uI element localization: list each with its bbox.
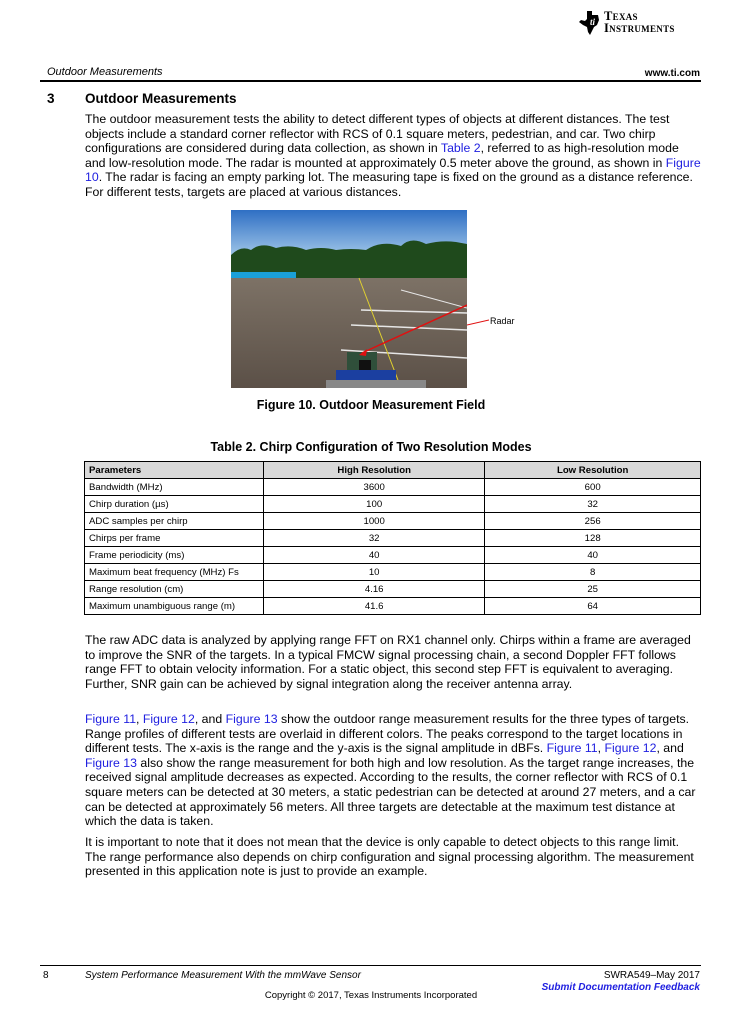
figure11-link[interactable]: Figure 11 [546, 741, 598, 756]
paragraph-note: It is important to note that it does not mean that the device is only capable to detect objects to this range limit. The range performance also depends on chirp configuration and signal processing algorithm. The measurement presented in this application note is just to provide an example. [85, 835, 694, 879]
table-cell: 10 [264, 564, 485, 581]
figure12-link[interactable]: Figure 12 [604, 741, 657, 756]
table-cell: 1000 [264, 513, 485, 530]
logo-line1: Texas [604, 9, 638, 23]
table-row [85, 547, 701, 564]
paragraph-text: The outdoor measurement tests the ability to detect different types of objects at different distances. The test objects include a standard corner reflector with RCS of 0.1 square meters, pedestrian, and car. Two chirp configurations are considered during data collection, as shown in [85, 112, 670, 156]
paragraph-text: . The radar is facing an empty parking lot. The measuring tape is fixed on the ground as a distance reference. For different tests, targets are placed at various distances. [85, 170, 693, 199]
figure10-link[interactable]: Figure 10 [85, 155, 701, 185]
paragraph-intro [85, 112, 702, 200]
paragraph-results [85, 712, 702, 829]
svg-text:ti: ti [590, 17, 596, 27]
table-cell: 256 [485, 513, 701, 530]
table-row [85, 479, 701, 496]
table-cell: 32 [485, 496, 701, 513]
table-cell: Chirp duration (µs) [85, 496, 264, 513]
table-cell: 100 [264, 496, 485, 513]
paragraph-processing: The raw ADC data is analyzed by applying range FFT on RX1 channel only. Chirps within a frame are averaged to improve the SNR of the targets. In a typical FMCW signal processing chain, a second Doppler FFT follows range FFT to obtain velocity information. For a static object, this second step FFT is equivalent to averaging. Further, SNR gain can be achieved by signal integration along the receiver antenna array. [85, 633, 691, 691]
footer-doc-id: SWRA549–May 2017 [603, 970, 700, 981]
figure13-link[interactable]: Figure 13 [225, 712, 278, 726]
running-header-title: Outdoor Measurements [47, 66, 163, 78]
chirp-config-table [84, 461, 701, 615]
outdoor-field-photo [231, 210, 467, 388]
table-cell: Frame periodicity (ms) [85, 547, 264, 564]
table-cell: Chirps per frame [85, 530, 264, 547]
table-cell: 3600 [264, 479, 485, 496]
table-cell: 40 [264, 547, 485, 564]
paragraph-text: , [136, 712, 143, 726]
column-header: High Resolution [264, 462, 485, 479]
table-row [85, 530, 701, 547]
table-row [85, 564, 701, 581]
table-cell: Maximum beat frequency (MHz) Fs [85, 564, 264, 581]
section-number: 3 [47, 91, 55, 106]
website-link[interactable]: www.ti.com [644, 68, 700, 79]
ti-logo-icon [578, 10, 602, 36]
copyright: Copyright © 2017, Texas Instruments Incorporated [264, 990, 478, 1001]
footer-rule [40, 965, 701, 966]
table-cell: Bandwidth (MHz) [85, 479, 264, 496]
table-cell: 32 [264, 530, 485, 547]
logo-line2: Instruments [604, 21, 675, 35]
paragraph-text: , [597, 741, 605, 756]
table-cell: Range resolution (cm) [85, 581, 264, 598]
figure11-link[interactable]: Figure 11 [85, 712, 137, 726]
header-rule [40, 80, 701, 82]
table-row [85, 496, 701, 513]
table-cell: ADC samples per chirp [85, 513, 264, 530]
table-cell: 4.16 [264, 581, 485, 598]
table-cell: 40 [485, 547, 701, 564]
paragraph-text: , and [194, 712, 226, 726]
figure12-link[interactable]: Figure 12 [142, 712, 195, 726]
figure10-caption: Figure 10. Outdoor Measurement Field [256, 398, 486, 412]
page-number: 8 [43, 970, 49, 981]
table-row [85, 581, 701, 598]
paragraph-text: , referred to as high-resolution mode and low-resolution mode. The radar is mounted at approximately 0.5 meter above the ground, as shown in [85, 141, 679, 170]
ti-logo [578, 10, 708, 40]
table-cell: Maximum unambiguous range (m) [85, 598, 264, 615]
section-title: Outdoor Measurements [85, 91, 237, 106]
table-cell: 8 [485, 564, 701, 581]
submit-feedback-link[interactable]: Submit Documentation Feedback [541, 982, 700, 993]
radar-pointer-line [467, 318, 489, 326]
table-row [85, 598, 701, 615]
column-header: Low Resolution [485, 462, 701, 479]
table-cell: 41.6 [264, 598, 485, 615]
paragraph-text: show the outdoor range measurement results for the three types of targets. Range profiles of different tests are overlaid in different colors. The peaks correspond to the target locations in different tests. The x-axis is the range and the y-axis is the signal amplitude in dBFs. [85, 712, 690, 756]
table2-link[interactable]: Table 2 [440, 141, 481, 156]
figure13-link[interactable]: Figure 13 [85, 755, 137, 770]
footer-doc-title: System Performance Measurement With the mmWave Sensor [85, 970, 361, 981]
table-cell: 128 [485, 530, 701, 547]
paragraph-text: , and [656, 741, 684, 756]
table-cell: 64 [485, 598, 701, 615]
table2-caption: Table 2. Chirp Configuration of Two Resolution Modes [210, 440, 532, 454]
table-row [85, 513, 701, 530]
paragraph-text: also show the range measurement for both high and low resolution. As the target range increases, the received signal amplitude decreases as expected. According to the results, the corner reflector with RCS of 0.1 square meters can be detected at 30 meters, a static pedestrian can be detected at around 27 meters, and a car can be detected at approximately 56 meters. All three targets are detectable at the maximum test distance at which the data is taken. [85, 755, 696, 829]
table-header-row [85, 462, 701, 479]
column-header: Parameters [85, 462, 264, 479]
radar-annotation: Radar [490, 316, 515, 326]
table-cell: 25 [485, 581, 701, 598]
table-cell: 600 [485, 479, 701, 496]
